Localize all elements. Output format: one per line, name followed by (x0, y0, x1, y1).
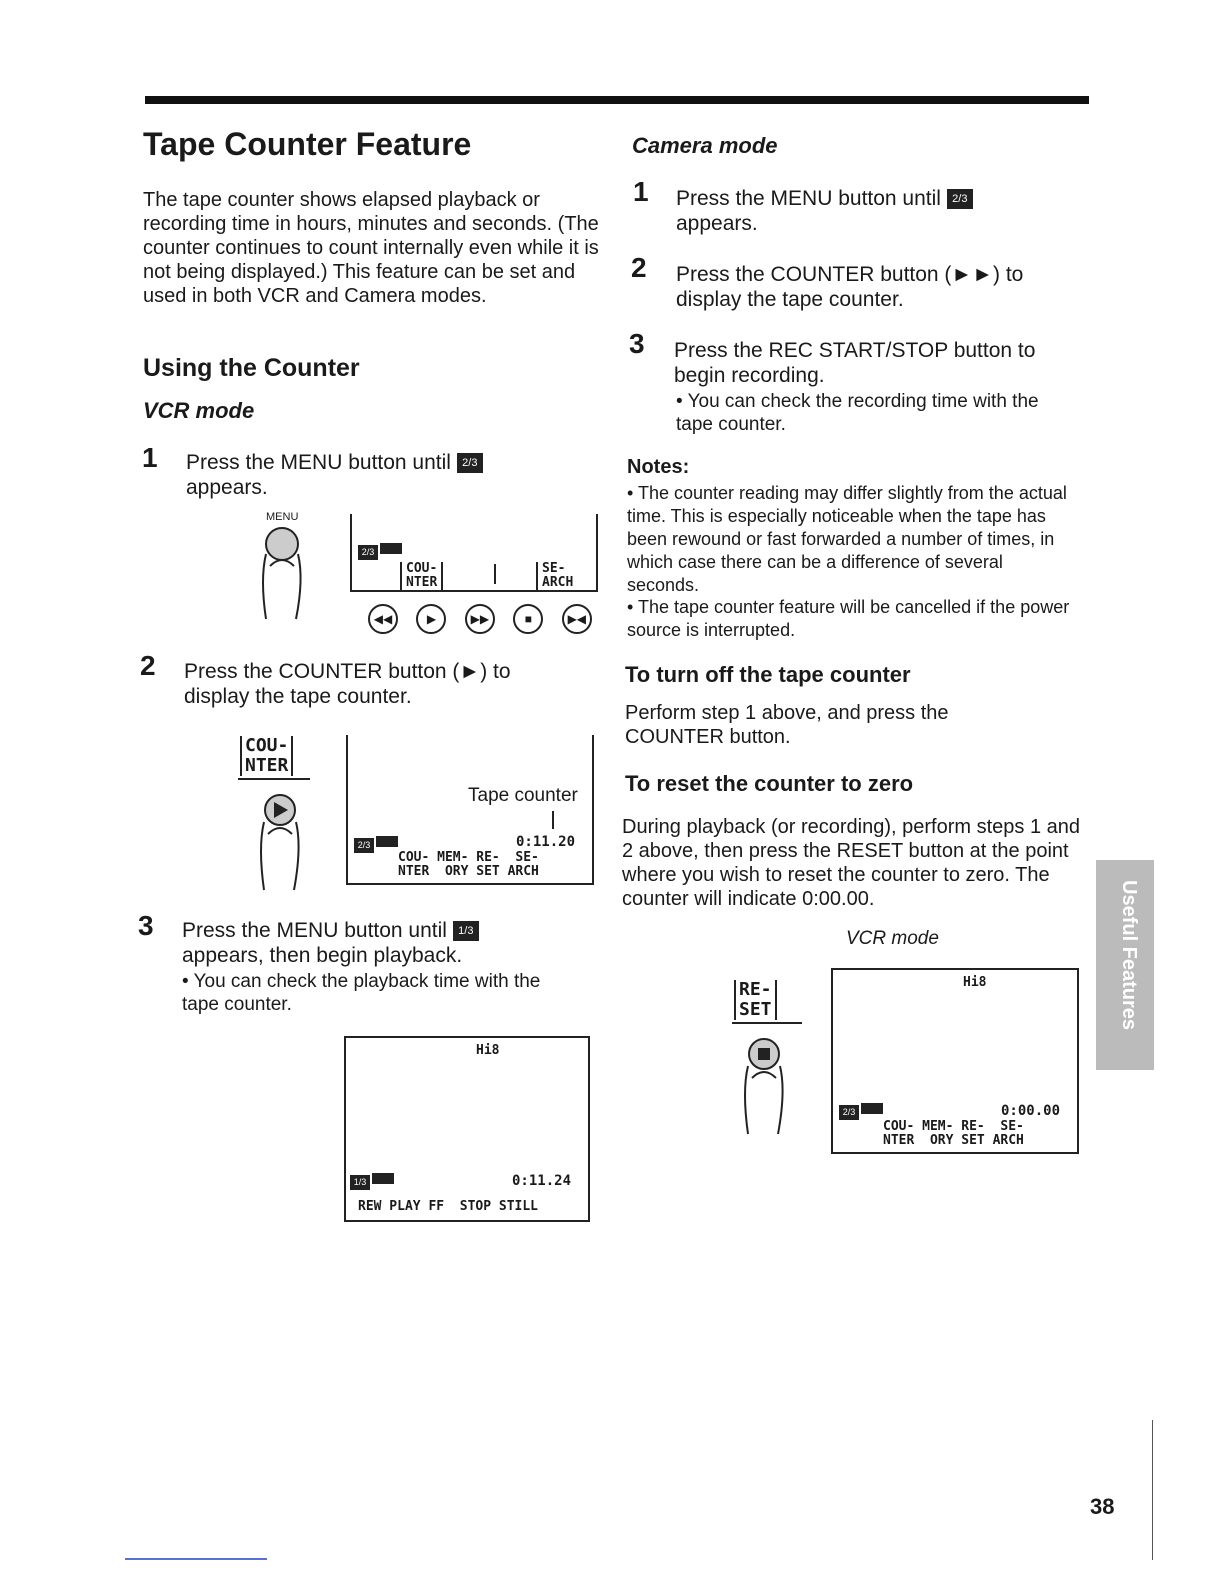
playback-screen (344, 1036, 590, 1222)
mode-icon: 2/3 (947, 189, 973, 209)
reset-key-label: RE- SET (734, 980, 777, 1020)
play-button-icon: ▶ (416, 604, 446, 634)
camera-step-1-text: Press the MENU button until 2/3 appears. (676, 186, 1076, 236)
battery-icon (380, 543, 402, 554)
reset-screen: Hi8 2/3 0:00.00 COU- MEM- RE- SE- NTER ORY SET ARCH (831, 968, 1079, 1154)
still-button-icon: ▶◀ (562, 604, 592, 634)
counter-screen: Tape counter 2/3 0:11.20 COU- MEM- RE- SE- NTER ORY SET ARCH (346, 735, 594, 885)
vcr-step-2-number: 2 (140, 650, 156, 681)
page-title: Tape Counter Feature (143, 126, 472, 162)
stop-button-icon: ■ (513, 604, 543, 634)
vcr-step-3-bullet: • You can check the playback time with the tape counter. (182, 971, 541, 1015)
menu-screen-1: 2/3 COU- NTER SE- ARCH (350, 514, 598, 592)
camera-mode-heading: Camera mode (632, 133, 778, 158)
vcr-step-2-text: Press the COUNTER button (►) to display the tape counter. (184, 660, 511, 708)
mode-icon: 2/3 (457, 453, 483, 473)
vcr-step-1-text: Press the MENU button until 2/3 appears. (186, 450, 586, 500)
camera-step-1-number: 1 (633, 176, 649, 207)
camera-step-2-number: 2 (631, 252, 647, 283)
camera-step-3-number: 3 (629, 328, 645, 359)
mode-icon: 2/3 (839, 1105, 859, 1120)
finger-press-icon (734, 1036, 794, 1136)
camera-step-2-text: Press the COUNTER button (►►) to display the tape counter. (676, 263, 1024, 311)
notes-heading: Notes: (627, 456, 690, 478)
vcr-mode-caption: VCR mode (846, 928, 939, 949)
menu-label: MENU (266, 511, 299, 523)
note-2: • The tape counter feature will be cancelled if the power source is interrupted. (627, 597, 1070, 640)
rewind-button-icon: ◀◀ (368, 604, 398, 634)
button-row (368, 604, 606, 634)
finger-press-icon (252, 524, 312, 624)
right-edge-rule (1152, 1420, 1153, 1560)
counter-readout: 0:00.00 (1001, 1103, 1061, 1119)
battery-icon (861, 1103, 883, 1114)
camera-step-3-text: Press the REC START/STOP button to begin recording. (674, 339, 1036, 387)
top-rule (145, 96, 1089, 104)
note-1: • The counter reading may differ slightly from the actual time. This is especially noticeable when the tape has been rewound or fast forwarded a number of times, in which case there can be a difference of several seconds. (627, 483, 1067, 595)
vcr-step-1-number: 1 (142, 442, 158, 473)
vcr-step-3-number: 3 (138, 910, 154, 941)
battery-icon (376, 836, 398, 847)
section-side-tab: Useful Features (1096, 860, 1154, 1070)
turn-off-heading: To turn off the tape counter (625, 662, 911, 687)
mode-icon: 1/3 (350, 1175, 370, 1190)
playback-labels: REW PLAY FF STOP STILL (358, 1199, 539, 1214)
turn-off-text: Perform step 1 above, and press the COUNTER button. (625, 702, 949, 748)
reset-heading: To reset the counter to zero (625, 771, 914, 796)
hi8-label: Hi8 (963, 975, 987, 990)
counter-readout: 0:11.24 (512, 1173, 572, 1189)
mode-icon: 2/3 (354, 838, 374, 853)
hi8-label: Hi8 (476, 1043, 500, 1058)
reset-text: During playback (or recording), perform steps 1 and 2 above, then press the RESET button at the point where you wish to reset the counter to zero. The counter will indicate 0:00.00. (622, 816, 1080, 910)
counter-readout: 0:11.20 (516, 834, 576, 850)
counter-key-label: COU- NTER (240, 736, 293, 776)
tape-counter-callout: Tape counter (468, 785, 578, 806)
finger-press-icon (250, 792, 310, 892)
using-counter-heading: Using the Counter (143, 354, 360, 382)
ff-button-icon: ▶▶ (465, 604, 495, 634)
camera-step-3-bullet: • You can check the recording time with the tape counter. (676, 391, 1039, 435)
page-number: 38 (1090, 1494, 1115, 1519)
battery-icon (372, 1173, 394, 1184)
vcr-step-3-text: Press the MENU button until 1/3 appears, then begin playback. (182, 918, 582, 968)
mode-icon: 1/3 (453, 921, 479, 941)
vcr-mode-heading: VCR mode (143, 398, 255, 423)
mode-icon: 2/3 (358, 545, 378, 560)
intro-paragraph: The tape counter shows elapsed playback or recording time in hours, minutes and seconds. (The counter continues to count internally even while it is not being displayed.) This feature can be set and used in both VCR and Camera modes. (143, 189, 599, 307)
bottom-link-rule (125, 1558, 267, 1560)
